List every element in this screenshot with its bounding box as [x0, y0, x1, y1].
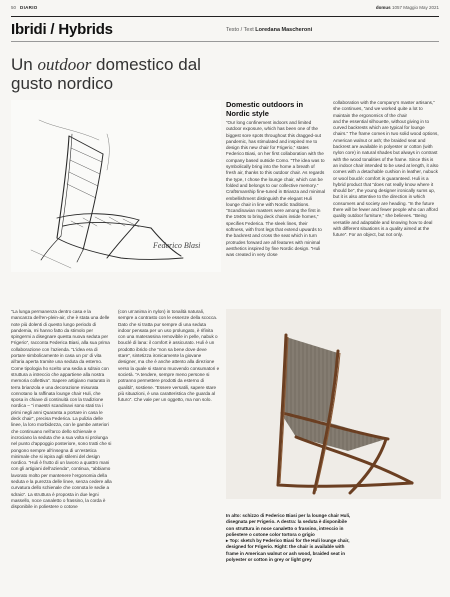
magazine-name: domus [375, 5, 391, 10]
page-number: 50 [11, 5, 17, 10]
english-paragraph-2: collaboration with the company’s master artisans,” she continues, “and we worked quite a lot to maintain the ergonomics of the chair [333, 100, 435, 118]
headline [11, 55, 221, 93]
photo-caption [226, 513, 356, 563]
italian-paragraph-2: (con un’anima in nylon) in tonalità naturali, sempre a contrasto con le essenze della scocca. Dato che si tratta pur sempre di una seduta indoor pensata per un uso prolungato, è rifinita con una materassina removibile in pelle, nabuk o bouclé di lana: il comfort è assicurato. Huli è un prodotto ibrido che “non sa bene dove deve stare”, sintetizza ironicamente la giovane designer, ma che è anche attento alla direzione verso la quale si stanno muovendo consumatori e società. “A tendere, sempre meno persone si potranno permettere prodotti da esterno di qualità”, sostiene. “Essere versatili, sapere stare più situazioni, è una caratteristica che guarda al futuro”. Che vale per un oggetto, ma non solo. [118, 309, 220, 403]
header-left [11, 5, 38, 10]
issue-info: 1057 Maggio May 2021 [391, 5, 439, 10]
italian-paragraph-1: “La lunga permanenza dentro casa e la mancanza dell’en-plein-air, che è stata una delle note più dolenti di questo lungo periodo di pandemia, mi hanno fatto da stimolo per spingermi a disegnare questa nuova seduta per Frigerio”, racconta Federica Biasi, alla sua prima collaborazione con l’azienda. “L’idea era di portare simbolicamente in casa un po’ di vita all’aria aperta tramite una seduta da esterno. Come tipologia ho scelto una sedia a sdraio con struttura a intreccio che appartiene alla nostra memoria collettiva”. Sapere artigiano maturato in terra brianzola e una decorazione misurata connotano la raffinata lounge chair Huli, che sposa in chiave di continuità con la tradizione nordica – “i maestri scandinavi sono stati tra i primi negli anni Quaranta a portare in casa le deck chair”, precisa Federica. La pulizia delle linee, la loro morbidezza, con le gambe anteriori che continuano nell’arco dello schienale e incrociano la seduta che a sua volta si prolunga nel punto d’appoggio posteriore, sono tratti che si pongono sempre all’insegna di un’estetica minimale che si ispira agli stilemi del design nordico. “Huli è frutto di un lavoro a quattro mani con gli artigiani dell’azienda”, continua, “abbiamo lavorato molto per mantenere l’ergonomia della seduta e la purezza delle linee, senza cedere alla curvatura dello schienale che connota le sedie a sdraio”. La struttura è proposta in due legni massello, noce canaletto o frassino, la corda è disponibile in poliestere o cotone [11, 309, 112, 510]
english-column-1 [226, 100, 326, 259]
chair-photo-image [226, 309, 441, 499]
title-rule [11, 41, 439, 42]
sketch-signature: Federico Blasi [153, 241, 201, 250]
headline-part2: domestico dal gusto nordico [11, 55, 201, 93]
chair-sketch [11, 100, 221, 272]
caption-italian: In alto: schizzo di Federico Biasi per la lounge chair Huli, disegnata per Frigerio. A destra: la seduta è disponibile con struttura in noce canaletto o frassino, intreccio in poliestere o cotone color tortora o grigio [226, 513, 351, 537]
byline [226, 27, 312, 33]
section-title: Ibridi / Hybrids [11, 21, 113, 38]
headline-part1: Un [11, 55, 38, 74]
section-name: DIARIO [20, 5, 38, 10]
english-deck: Domestic outdoors in Nordic style [226, 100, 304, 118]
page-header [11, 5, 439, 14]
headline-italic: outdoor [37, 55, 92, 74]
sketch-drawing [11, 100, 221, 272]
english-paragraph-1: “Our long confinement indoors and limited outdoor exposure, which has been one of the biggest sore spots throughout this dragged-out pandemic, has stimulated and inspired me to design this new chair for Frigerio,” states Federico Biasi, on her first collaboration with the company based outside Como. “The idea was to symbolically bring into the home a breath of fresh air, thanks to this outdoor chair. As regards the type, I chose the lounge chair, which can be folded and belongs to our collective memory.” Craftsmanship fine-tuned in Brianza and minimal embellishment distinguish the elegant Huli lounge chair in line with Nordic traditions. “Scandinavian masters were among the first in the 1940s to bring deck chairs inside homes,” specifies Federica. The sleek lines, their softness, with front legs that extend upwards to the backrest and cross the seat which in turn protrudes forward are all features with minimal aesthetics inspired by fine Nordic design. “Huli was created in very close [226, 120, 326, 258]
header-right [376, 5, 439, 10]
caption-english: ▸ Top: sketch by Federico Biasi for the Huli lounge chair, designed for Frigerio. Right: the chair is available with frame in American walnut or ash wood, braided seat in polyester or cotton in grey or light grey [226, 538, 350, 563]
italian-column-2 [118, 309, 220, 403]
english-paragraph-3: and the essential silhouette, without giving in to curved backrests which are typical for lounge chairs.” The frame comes in two solid wood options, American walnut or ash; the braided seat and backrest are available in polyester or cotton (with nylon core) in natural shades but always in contrast with the wood tonalities of the frame. Since this is an indoor chair intended to be used at length, it also comes with a detachable cushion in leather, nubuck or wool bouclé: comfort is guaranteed. Huli is a hybrid product that “does not really know where it should be”, the young designer ironically sums up, but it is also attentive to the direction in which consumers and society are heading. “In the future there will be fewer and fewer people who can afford quality outdoor furniture,” she believes. “Being versatile and adaptable and knowing how to deal with different situations is a quality aimed at the future”. For an object, but not only. [333, 118, 439, 238]
chair-photo [226, 309, 441, 499]
top-rule [11, 16, 439, 17]
byline-author: Loredana Mascheroni [255, 27, 313, 33]
english-column-2 [333, 100, 439, 239]
byline-label: Testo / Text [226, 27, 254, 33]
italian-column-1 [11, 309, 112, 511]
